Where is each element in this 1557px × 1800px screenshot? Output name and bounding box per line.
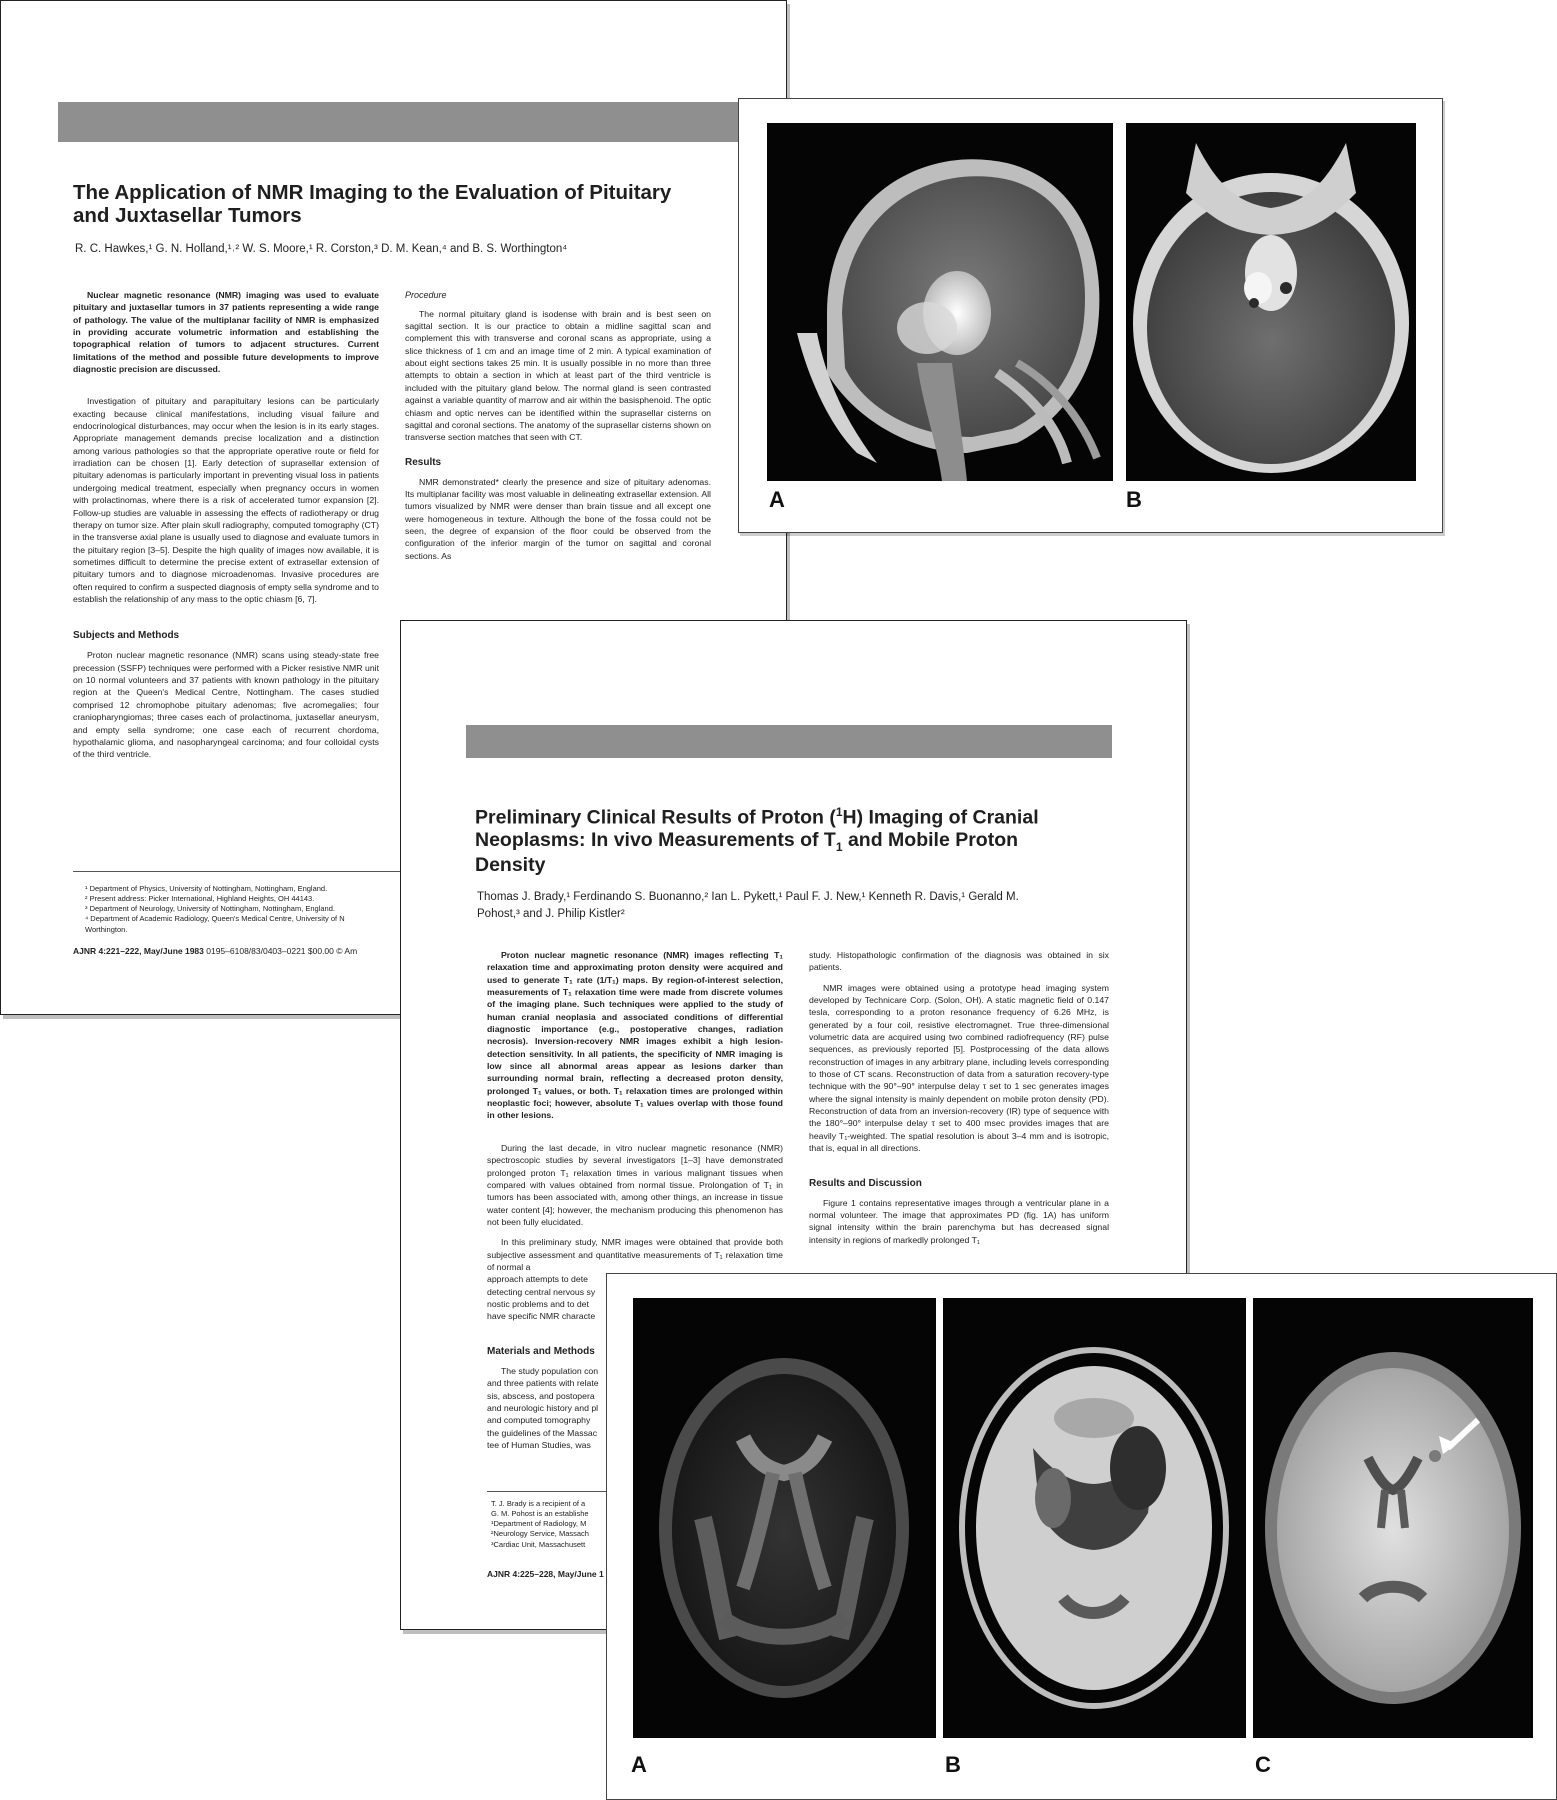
article1-subjects-text: Proton nuclear magnetic resonance (NMR) scans using steady-state free precession (SSFP) techniques were performed with a Picker resistive NMR unit on 10 normal volunteers and 37 patients with known pathology in the pituitary region at the Queen's Medical Centre, Nottingham. The cases studied comprised 12 chromophobe pituitary adenomas; five acromegalies; four craniopharyngiomas; three cases each of prolactinoma, juxtasellar aneurysm, and empty sella syndrome; one case each of recurrent chordoma, hypothalamic glioma, and nasopharyngeal carcinoma; and four colloidal cysts of the third ventricle. [73,650,379,760]
article2-title [475,806,1075,877]
article2-title-part1: Preliminary Clinical Results of Proton ( [475,806,836,829]
figure1-box [738,98,1443,533]
figure1-label-a: A [769,487,785,512]
article1-procedure-heading: Procedure [405,290,447,300]
ir-brain-image [943,1298,1246,1738]
article1-results-text: NMR demonstrated* clearly the presence and size of pituitary adenomas. Its multiplanar facility was most valuable in delineating extrasellar extension. All tumors visualized by NMR were denser than brain tissue and all except one were homogeneous in texture. Although the bone of the fossa could not be seen, the degree of expansion of the floor could be observed from the configuration of the inferior margin of the tumor on sagittal and coronal sections. As [405,476,711,561]
article1-footnote: ⁴ Department of Academic Radiology, Queen's Medical Centre, University of N [85,914,345,924]
article1-footnote: Worthington. [85,924,128,934]
article2-title-sup: 1 [835,805,843,819]
article1-intro: Investigation of pituitary and parapituitary lesions can be particularly exacting because clinical manifestations, including visual failure and endocrinological disturbances, may occur when the lesion is in its early stages. Appropriate management demands precise localization and a distinction among various pathologies so that the appropriate operative route or field for irradiation can be chosen [1]. Early detection of suprasellar extension of pituitary adenomas is particularly important in preventing visual loss in patients undergoing medical treatment, especially when pregnancy occurs in women with prolactinomas, where there is a risk of accelerated tumor expansion [2]. Follow-up studies are valuable in assessing the effects of radiotherapy or drug therapy on tumor size. After plain skull radiography, computed tomography (CT) in the transverse axial plane is usually used to diagnose and evaluate tumors in the pituitary region [3–5]. Despite the high quality of images now available, it is sometimes difficult to determine the precise extent of extrasellar extension of pituitary tumors and to diagnose microadenomas. Invasive procedures are often required to confirm a suspected diagnosis of empty sella syndrome and to establish the relationship of any mass to the optic chiasm [6, 7]. [73,396,379,604]
article2-text-line: have specific NMR characte [487,1311,596,1322]
figure2-label-c: C [1255,1752,1271,1777]
figure2-label-b: B [945,1752,961,1777]
article2-text-line: approach attempts to dete [487,1274,588,1285]
article2-text-line: and neurologic history and pl [487,1402,599,1413]
article1-subjects-heading: Subjects and Methods [73,630,180,642]
figure2-panel-a-pd-image [633,1298,936,1738]
figure2-panel-b-ir-image [943,1298,1246,1738]
article2-intro2: In this preliminary study, NMR images were obtained that provide both subjective assessment and quantitative measurements of T₁ relaxation time of normal a [487,1237,783,1272]
article1-journal-cite: AJNR 4:221–222, May/June 1983 [73,946,204,956]
article2-results-heading: Results and Discussion [809,1177,922,1189]
article2-footnotes [491,1499,589,1550]
article1-footnote: ³ Department of Neurology, University of Nottingham, Nottingham, England. [85,904,335,914]
article2-results-text: Figure 1 contains representative images through a ventricular plane in a normal volunteer. The image that approximates PD (fig. 1A) has uniform signal intensity within the brain parenchyma but has decreased signal intensity in regions of markedly prolonged T₁ [809,1197,1109,1245]
article2-right-para1: study. Histopathologic confirmation of the diagnosis was obtained in six patients. [809,950,1109,973]
article2-footnote: ³Cardiac Unit, Massachusett [491,1539,586,1549]
article2-text-line: and computed tomography [487,1415,591,1426]
article1-journal-issn: 0195–6108/83/0403–0221 $00.00 © Am [203,946,358,956]
figure1-label-b: B [1126,487,1142,512]
sagittal-brain-image [767,123,1113,481]
article2-authors: Thomas J. Brady,¹ Ferdinando S. Buonanno,² Ian L. Pykett,¹ Paul F. J. New,¹ Kenneth R. Davis,¹ Gerald M. Pohost,³ and J. Philip Kistler² [477,891,1019,920]
article2-title-part3: and Mobile Proton Density [475,828,1019,877]
t1-brain-image [1253,1298,1533,1738]
figure2-panel-c-t1-map [1253,1298,1533,1738]
figure2-label-a: A [631,1752,647,1777]
article2-abstract: Proton nuclear magnetic resonance (NMR) images reflecting T₁ relaxation time and approximating proton density were acquired and used to generate T₁ rate (1/T₁) maps. By region-of-interest selection, measurements of T₁ relaxation time were made from discrete volumes of the imaging plane. Such techniques were applied to the study of human cranial neoplasia and associated conditions of differential diagnostic importance (e.g., postoperative changes, radiation necrosis). Inversion-recovery NMR images exhibit a high lesion-detection sensitivity. In all patients, the specificity of NMR imaging is low since all abnormal areas appear as lesions darker than surrounding normal brain, reflecting a decreased proton density, prolonged T₁ values, or both. T₁ relaxation times are prolonged within neoplastic foci; however, absolute T₁ values overlap with those found in other lesions. [487,950,783,1121]
article1-footnotes [85,884,345,935]
article2-journal-line [487,1569,604,1579]
article2-text-line: nostic problems and to det [487,1298,589,1309]
article2-footnote: ¹Department of Radiology, M [491,1519,587,1529]
article2-text-line: and three patients with relate [487,1378,599,1389]
article2-footnote: G. M. Pohost is an establishe [491,1509,589,1519]
article1-procedure-text: The normal pituitary gland is isodense with brain and is best seen on sagittal section. It is our practice to obtain a midline sagittal scan and complement this with transverse and coronal scans as appropriate, using a slice thickness of 1 cm and an image time of 2 min. A typical examination of about eight sections takes 25 min. It is usually possible in no more than three attempts to obtain a section in which at least part of the third ventricle is included with the pituitary gland below. The normal gland is seen contrasted against a variable quantity of marrow and air within the basisphenoid. The optic chiasm and optic nerves can be identified within the suprasellar cisterns on sagittal and coronal sections. The anatomy of the suprasellar cisterns shown on transverse section matches that seen with CT. [405,308,712,443]
figure1-panel-a-sagittal-mri [767,123,1113,481]
article2-header-bar [466,725,1112,758]
article1-header-bar [58,102,786,142]
article1-left-column [73,289,379,769]
figure1-panel-b-axial-mri [1126,123,1416,481]
article1-title: The Application of NMR Imaging to the Evaluation of Pituitary and Juxtasellar Tumors [73,181,672,228]
article1-footnote: ¹ Department of Physics, University of Nottingham, Nottingham, England. [85,884,328,893]
article2-footnote: ²Neurology Service, Massach [491,1529,589,1539]
article1-footnote-rule [73,871,403,872]
article1-results-heading: Results [405,456,442,468]
article2-intro1: During the last decade, in vitro nuclear magnetic resonance (NMR) spectroscopic studies by several investigators [1–3] have demonstrated prolonged proton T₁ relaxation times in various malignant tissues when compared with values obtained from normal tissue. Prolongation of T₁ in tumors has been associated with, among other things, an increase in tissue water content [4]; however, the mechanism producing this phenomenon has not been fully elucidated. [487,1142,783,1227]
article1-footnote: ² Present address: Picker International, Highland Heights, OH 44143. [85,894,315,904]
article2-materials-heading: Materials and Methods [487,1345,595,1357]
article2-title-sub: 1 [835,839,843,854]
figure2-box [606,1273,1557,1800]
article2-journal-cite: AJNR 4:225–228, May/June 1 [487,1569,604,1579]
pd-brain-image [633,1298,936,1738]
article2-text-line: sis, abscess, and postopera [487,1390,595,1401]
article2-right-para2: NMR images were obtained using a prototype head imaging system developed by Technicare Corp. (Solon, OH). A static magnetic field of 0.147 tesla, corresponding to a proton resonance frequency of 6.26 MHz, is generated by a four coil, resistive electromagnet. True three-dimensional volumetric data are acquired using two combined radiofrequency (RF) pulse sequences, as previously reported [5]. Postprocessing of the data allows reconstruction of images in any arbitrary plane, including levels corresponding to those of CT scans. Reconstruction of data from a saturation recovery-type technique with the 90°–90° interpulse delay τ set to 1 sec generates images where the signal intensity is mainly dependent on mobile proton density (PD). Reconstruction of data from an inversion-recovery (IR) type of sequence with the 180°–90° interpulse delay τ set to 400 msec provides images that are heavily T₁-weighted. The spatial resolution is about 3–4 mm and is isotropic, that is, equal in all directions. [809,982,1109,1154]
article2-text-line: the guidelines of the Massac [487,1427,598,1438]
article2-text-line: tee of Human Studies, was [487,1439,591,1450]
article2-text-line: detecting central nervous sy [487,1286,596,1297]
article2-right-column [809,949,1109,1254]
article2-text-line: The study population con [501,1365,599,1376]
axial-brain-image [1126,123,1416,481]
article2-footnote: T. J. Brady is a recipient of a [491,1499,586,1508]
article2-title-part2: H) Imaging of Cranial Neoplasms: In vivo Measurements of T [475,806,1039,851]
article1-right-column [405,289,711,570]
article1-authors: R. C. Hawkes,¹ G. N. Holland,¹˒² W. S. Moore,¹ R. Corston,³ D. M. Kean,⁴ and B. S. Worthington⁴ [75,243,568,255]
article1-abstract: Nuclear magnetic resonance (NMR) imaging was used to evaluate pituitary and juxtasellar tumors in 37 patients representing a wide range of pathology. The value of the multiplanar facility of NMR is emphasized in providing accurate volumetric information and establishing the topographical relation of tumors to adjacent structures. Current limitations of the method and possible future developments to improve diagnostic precision are discussed. [73,290,379,375]
article1-journal-line [73,946,357,956]
